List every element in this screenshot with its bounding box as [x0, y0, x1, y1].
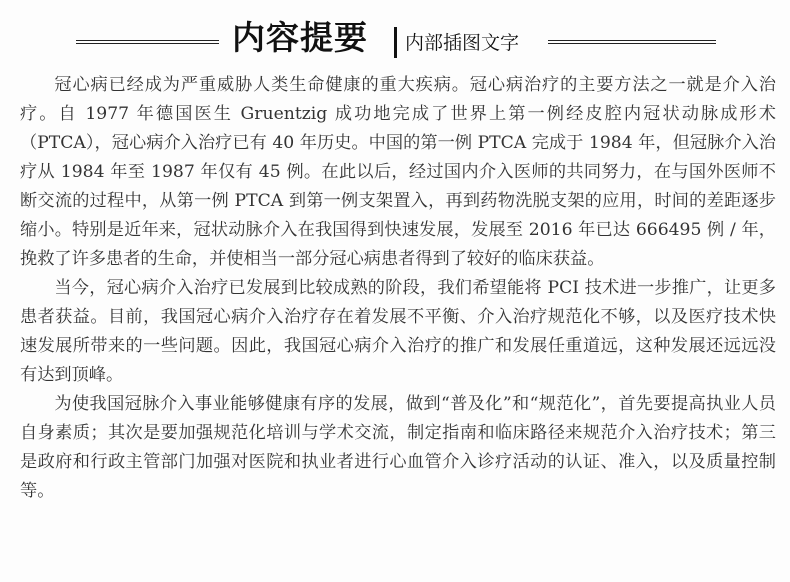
summary-body	[20, 71, 776, 506]
section-title: 内容提要	[232, 18, 368, 57]
paragraph-1: 冠心病已经成为严重威胁人类生命健康的重大疾病。冠心病治疗的主要方法之一就是介入治疗。自 1977 年德国医生 Gruentzig 成功地完成了世界上第一例经皮腔内冠状动脉成形术（PTCA），冠心病介入治疗已有 40 年历史。中国的第一例 PTCA 完成于 1984 年，但冠脉介入治疗从 1984 年至 1987 年仅有 45 例。在此以后，经过国内介入医师的共同努力，在与国外医师不断交流的过程中，从第一例 PTCA 到第一例支架置入，再到药物洗脱支架的应用，时间的差距逐步缩小。特别是近年来，冠状动脉介入在我国得到快速发展，发展至 2016 年已达 666495 例 / 年，挽救了许多患者的生命，并使相当一部分冠心病患者得到了较好的临床获益。	[20, 75, 776, 269]
paragraph-3: 为使我国冠脉介入事业能够健康有序的发展，做到“普及化”和“规范化”，首先要提高执业人员自身素质；其次是要加强规范化培训与学术交流，制定指南和临床路径来规范介入治疗技术；第三是政府和行政主管部门加强对医院和执业者进行心血管介入诊疗活动的认证、准入，以及质量控制等。	[20, 394, 776, 501]
section-subtitle: 内部插图文字	[405, 32, 520, 54]
section-header	[0, 0, 790, 72]
title-divider	[394, 27, 397, 58]
header-rule-left	[76, 40, 219, 44]
header-rule-right	[548, 40, 716, 44]
paragraph-2: 当今，冠心病介入治疗已发展到比较成熟的阶段，我们希望能将 PCI 技术进一步推广，让更多患者获益。目前，我国冠心病介入治疗存在着发展不平衡、介入治疗规范化不够，以及医疗技术快速发展所带来的一些问题。因此，我国冠心病介入治疗的推广和发展任重道远，这种发展还远远没有达到顶峰。	[20, 278, 776, 385]
